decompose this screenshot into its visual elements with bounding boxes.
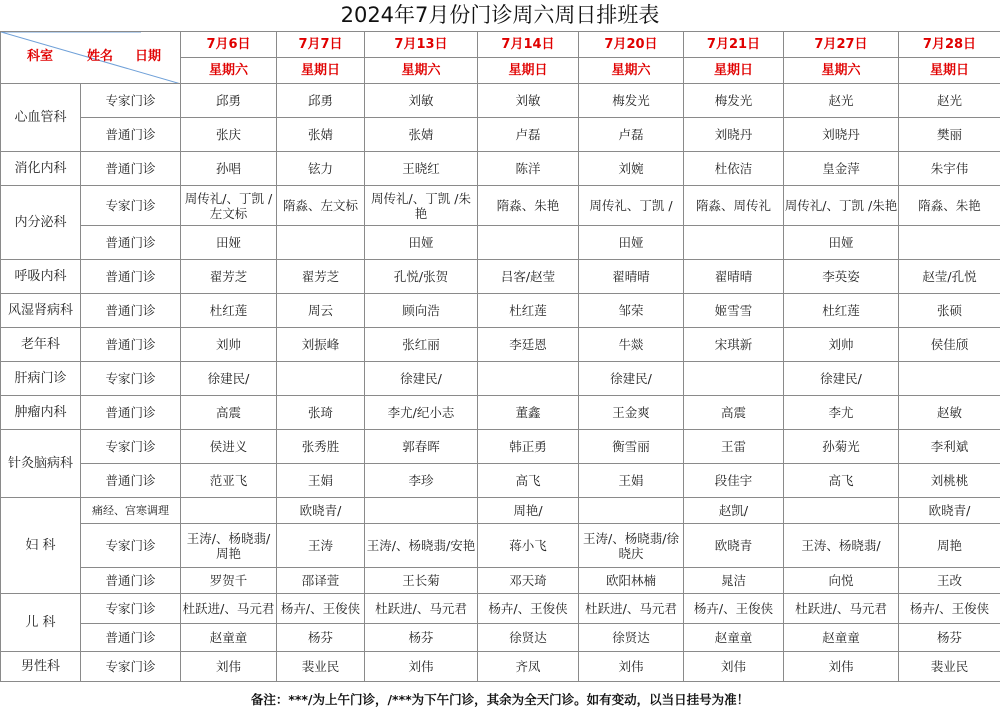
schedule-cell: 侯佳颀 bbox=[899, 328, 1000, 362]
schedule-cell: 王雷 bbox=[684, 430, 784, 464]
schedule-cell bbox=[478, 362, 579, 396]
schedule-cell: 陈洋 bbox=[478, 152, 579, 186]
schedule-cell: 向悦 bbox=[784, 568, 899, 594]
schedule-cell: 赵凯/ bbox=[684, 498, 784, 524]
schedule-cell: 徐建民/ bbox=[365, 362, 478, 396]
schedule-cell: 刘伟 bbox=[684, 652, 784, 682]
header-weekday-2: 星期六 bbox=[365, 58, 478, 84]
schedule-cell: 刘帅 bbox=[784, 328, 899, 362]
schedule-cell: 刘婉 bbox=[579, 152, 684, 186]
schedule-cell bbox=[277, 362, 365, 396]
table-row bbox=[1, 652, 1000, 682]
schedule-cell: 郭春晖 bbox=[365, 430, 478, 464]
schedule-cell: 王涛/、杨晓翡/安艳 bbox=[365, 524, 478, 568]
dept-cell: 老年科 bbox=[1, 328, 81, 362]
schedule-cell: 李尤 bbox=[784, 396, 899, 430]
schedule-cell: 隋淼、朱艳 bbox=[478, 186, 579, 226]
schedule-cell: 刘敏 bbox=[478, 84, 579, 118]
schedule-cell: 姬雪雪 bbox=[684, 294, 784, 328]
corner-date-label: 日期 bbox=[135, 49, 162, 64]
header-weekday-6: 星期六 bbox=[784, 58, 899, 84]
clinic-type-cell: 专家门诊 bbox=[81, 362, 181, 396]
schedule-cell: 王改 bbox=[899, 568, 1000, 594]
schedule-cell: 孔悦/张贺 bbox=[365, 260, 478, 294]
schedule-cell: 王长菊 bbox=[365, 568, 478, 594]
header-date-row bbox=[1, 32, 1000, 58]
dept-cell: 男性科 bbox=[1, 652, 81, 682]
header-date-1: 7月7日 bbox=[277, 32, 365, 58]
clinic-type-cell: 普通门诊 bbox=[81, 152, 181, 186]
schedule-cell: 裴业民 bbox=[277, 652, 365, 682]
schedule-cell: 邵译萱 bbox=[277, 568, 365, 594]
table-corner bbox=[1, 32, 181, 84]
schedule-cell: 樊丽 bbox=[899, 118, 1000, 152]
schedule-cell: 杨芬 bbox=[365, 624, 478, 652]
schedule-cell: 隋淼、周传礼 bbox=[684, 186, 784, 226]
schedule-cell: 赵光 bbox=[899, 84, 1000, 118]
schedule-cell: 刘敏 bbox=[365, 84, 478, 118]
table-row bbox=[1, 498, 1000, 524]
dept-cell: 呼吸内科 bbox=[1, 260, 81, 294]
corner-dept-label: 科室 bbox=[27, 49, 54, 64]
schedule-cell: 李尤/纪小志 bbox=[365, 396, 478, 430]
schedule-cell: 董鑫 bbox=[478, 396, 579, 430]
schedule-cell: 杨芬 bbox=[277, 624, 365, 652]
schedule-cell: 高震 bbox=[684, 396, 784, 430]
schedule-cell: 李廷恩 bbox=[478, 328, 579, 362]
clinic-type-cell: 专家门诊 bbox=[81, 84, 181, 118]
schedule-cell: 徐贤达 bbox=[579, 624, 684, 652]
schedule-cell: 李利斌 bbox=[899, 430, 1000, 464]
schedule-cell: 朱宇伟 bbox=[899, 152, 1000, 186]
clinic-type-cell: 普通门诊 bbox=[81, 226, 181, 260]
schedule-cell: 周云 bbox=[277, 294, 365, 328]
schedule-cell: 王娟 bbox=[579, 464, 684, 498]
schedule-cell: 张婧 bbox=[365, 118, 478, 152]
header-weekday-1: 星期日 bbox=[277, 58, 365, 84]
dept-cell: 儿 科 bbox=[1, 594, 81, 652]
header-weekday-7: 星期日 bbox=[899, 58, 1000, 84]
schedule-cell: 邱勇 bbox=[181, 84, 277, 118]
schedule-cell: 翟晴晴 bbox=[684, 260, 784, 294]
clinic-type-cell: 专家门诊 bbox=[81, 594, 181, 624]
schedule-cell: 张红丽 bbox=[365, 328, 478, 362]
schedule-cell: 杨卉/、王俊侠 bbox=[478, 594, 579, 624]
schedule-cell: 范亚飞 bbox=[181, 464, 277, 498]
schedule-cell: 韩正勇 bbox=[478, 430, 579, 464]
schedule-cell: 杨卉/、王俊侠 bbox=[684, 594, 784, 624]
schedule-cell: 孙唱 bbox=[181, 152, 277, 186]
schedule-cell: 梅发光 bbox=[684, 84, 784, 118]
schedule-cell bbox=[478, 226, 579, 260]
dept-cell: 肿瘤内科 bbox=[1, 396, 81, 430]
schedule-cell: 张秀胜 bbox=[277, 430, 365, 464]
schedule-cell: 刘伟 bbox=[181, 652, 277, 682]
clinic-type-cell: 专家门诊 bbox=[81, 652, 181, 682]
schedule-cell: 徐贤达 bbox=[478, 624, 579, 652]
schedule-cell: 杜跃进/、马元君 bbox=[181, 594, 277, 624]
schedule-cell: 王金爽 bbox=[579, 396, 684, 430]
header-weekday-0: 星期六 bbox=[181, 58, 277, 84]
schedule-cell: 裴业民 bbox=[899, 652, 1000, 682]
schedule-cell: 罗贺千 bbox=[181, 568, 277, 594]
clinic-type-cell: 专家门诊 bbox=[81, 524, 181, 568]
schedule-cell: 杜跃进/、马元君 bbox=[365, 594, 478, 624]
header-date-3: 7月14日 bbox=[478, 32, 579, 58]
schedule-cell: 刘帅 bbox=[181, 328, 277, 362]
table-row bbox=[1, 624, 1000, 652]
header-date-4: 7月20日 bbox=[579, 32, 684, 58]
dept-cell: 妇 科 bbox=[1, 498, 81, 594]
schedule-cell: 周艳 bbox=[899, 524, 1000, 568]
clinic-type-cell: 普通门诊 bbox=[81, 464, 181, 498]
schedule-cell bbox=[181, 498, 277, 524]
schedule-cell: 张庆 bbox=[181, 118, 277, 152]
schedule-cell: 杜红莲 bbox=[784, 294, 899, 328]
schedule-cell: 周传礼/、丁凯 /朱艳 bbox=[784, 186, 899, 226]
schedule-cell: 杨芬 bbox=[899, 624, 1000, 652]
header-date-6: 7月27日 bbox=[784, 32, 899, 58]
schedule-cell: 周传礼、丁凯 / bbox=[579, 186, 684, 226]
header-date-7: 7月28日 bbox=[899, 32, 1000, 58]
schedule-cell: 邓天琦 bbox=[478, 568, 579, 594]
header-date-0: 7月6日 bbox=[181, 32, 277, 58]
schedule-cell: 赵敏 bbox=[899, 396, 1000, 430]
schedule-body bbox=[1, 32, 1000, 682]
schedule-cell: 周传礼/、丁凯 /朱艳 bbox=[365, 186, 478, 226]
schedule-cell: 杜依洁 bbox=[684, 152, 784, 186]
schedule-cell: 刘伟 bbox=[365, 652, 478, 682]
schedule-cell: 周传礼/、丁凯 /左文标 bbox=[181, 186, 277, 226]
schedule-cell: 田娅 bbox=[579, 226, 684, 260]
table-row bbox=[1, 294, 1000, 328]
clinic-type-cell: 普通门诊 bbox=[81, 568, 181, 594]
schedule-cell: 高飞 bbox=[784, 464, 899, 498]
corner-name-label: 姓名 bbox=[87, 49, 114, 64]
schedule-cell: 周艳/ bbox=[478, 498, 579, 524]
schedule-cell: 杜跃进/、马元君 bbox=[579, 594, 684, 624]
schedule-cell bbox=[899, 362, 1000, 396]
schedule-cell: 邱勇 bbox=[277, 84, 365, 118]
schedule-cell: 欧晓青 bbox=[684, 524, 784, 568]
header-weekday-3: 星期日 bbox=[478, 58, 579, 84]
table-row bbox=[1, 260, 1000, 294]
schedule-cell: 徐建民/ bbox=[579, 362, 684, 396]
schedule-cell: 杜跃进/、马元君 bbox=[784, 594, 899, 624]
schedule-cell bbox=[784, 498, 899, 524]
schedule-cell: 张婧 bbox=[277, 118, 365, 152]
schedule-cell: 杨卉/、王俊侠 bbox=[899, 594, 1000, 624]
schedule-cell: 赵童童 bbox=[784, 624, 899, 652]
schedule-cell: 刘晓丹 bbox=[784, 118, 899, 152]
schedule-cell: 杨卉/、王俊侠 bbox=[277, 594, 365, 624]
schedule-cell: 蒋小飞 bbox=[478, 524, 579, 568]
schedule-cell: 田娅 bbox=[365, 226, 478, 260]
schedule-cell: 孙菊光 bbox=[784, 430, 899, 464]
schedule-cell bbox=[365, 498, 478, 524]
schedule-cell bbox=[684, 362, 784, 396]
schedule-cell: 欧晓青/ bbox=[899, 498, 1000, 524]
schedule-cell: 刘振峰 bbox=[277, 328, 365, 362]
schedule-cell bbox=[899, 226, 1000, 260]
schedule-cell: 衡雪丽 bbox=[579, 430, 684, 464]
dept-cell: 消化内科 bbox=[1, 152, 81, 186]
schedule-cell bbox=[579, 498, 684, 524]
schedule-cell: 牛燚 bbox=[579, 328, 684, 362]
schedule-cell: 欧晓青/ bbox=[277, 498, 365, 524]
schedule-cell: 欧阳林楠 bbox=[579, 568, 684, 594]
schedule-sheet bbox=[0, 31, 1000, 682]
schedule-cell: 卢磊 bbox=[478, 118, 579, 152]
table-row bbox=[1, 84, 1000, 118]
schedule-cell: 高震 bbox=[181, 396, 277, 430]
schedule-cell: 刘晓丹 bbox=[684, 118, 784, 152]
schedule-cell: 翟晴晴 bbox=[579, 260, 684, 294]
schedule-cell: 王涛/、杨晓翡/徐晓庆 bbox=[579, 524, 684, 568]
table-row bbox=[1, 568, 1000, 594]
schedule-cell: 高飞 bbox=[478, 464, 579, 498]
clinic-type-cell: 普通门诊 bbox=[81, 328, 181, 362]
schedule-cell: 张硕 bbox=[899, 294, 1000, 328]
schedule-cell: 梅发光 bbox=[579, 84, 684, 118]
schedule-cell: 卢磊 bbox=[579, 118, 684, 152]
schedule-cell: 王晓红 bbox=[365, 152, 478, 186]
table-row bbox=[1, 524, 1000, 568]
header-weekday-4: 星期六 bbox=[579, 58, 684, 84]
table-row bbox=[1, 362, 1000, 396]
table-row bbox=[1, 328, 1000, 362]
dept-cell: 风湿肾病科 bbox=[1, 294, 81, 328]
schedule-cell: 赵童童 bbox=[684, 624, 784, 652]
schedule-cell: 张琦 bbox=[277, 396, 365, 430]
footer-note: 备注：***/为上午门诊，/***为下午门诊，其余为全天门诊。如有变动，以当日挂号为准！ bbox=[250, 692, 750, 707]
schedule-cell: 宋琪新 bbox=[684, 328, 784, 362]
schedule-cell: 隋淼、左文标 bbox=[277, 186, 365, 226]
dept-cell: 内分泌科 bbox=[1, 186, 81, 260]
table-row bbox=[1, 118, 1000, 152]
table-row bbox=[1, 226, 1000, 260]
clinic-type-cell: 普通门诊 bbox=[81, 396, 181, 430]
schedule-cell: 赵童童 bbox=[181, 624, 277, 652]
schedule-cell: 侯进义 bbox=[181, 430, 277, 464]
schedule-cell: 田娅 bbox=[181, 226, 277, 260]
schedule-cell: 李珍 bbox=[365, 464, 478, 498]
schedule-cell: 铉力 bbox=[277, 152, 365, 186]
schedule-cell: 田娅 bbox=[784, 226, 899, 260]
clinic-type-cell: 痛经、宫寒调理 bbox=[81, 498, 181, 524]
header-date-5: 7月21日 bbox=[684, 32, 784, 58]
schedule-cell: 赵光 bbox=[784, 84, 899, 118]
schedule-table bbox=[0, 31, 1000, 682]
schedule-cell: 齐凤 bbox=[478, 652, 579, 682]
table-row bbox=[1, 464, 1000, 498]
clinic-type-cell: 普通门诊 bbox=[81, 260, 181, 294]
dept-cell: 心血管科 bbox=[1, 84, 81, 152]
schedule-cell: 徐建民/ bbox=[784, 362, 899, 396]
schedule-cell: 刘桃桃 bbox=[899, 464, 1000, 498]
schedule-cell: 杜红莲 bbox=[181, 294, 277, 328]
schedule-cell: 王娟 bbox=[277, 464, 365, 498]
header-date-2: 7月13日 bbox=[365, 32, 478, 58]
schedule-cell: 翟芳芝 bbox=[277, 260, 365, 294]
schedule-cell: 邹荣 bbox=[579, 294, 684, 328]
schedule-cell: 赵莹/孔悦 bbox=[899, 260, 1000, 294]
clinic-type-cell: 普通门诊 bbox=[81, 624, 181, 652]
schedule-cell: 吕客/赵莹 bbox=[478, 260, 579, 294]
table-row bbox=[1, 152, 1000, 186]
schedule-cell: 王涛 bbox=[277, 524, 365, 568]
schedule-cell: 翟芳芝 bbox=[181, 260, 277, 294]
table-row bbox=[1, 186, 1000, 226]
schedule-cell: 隋淼、朱艳 bbox=[899, 186, 1000, 226]
dept-cell: 肝病门诊 bbox=[1, 362, 81, 396]
clinic-type-cell: 普通门诊 bbox=[81, 118, 181, 152]
schedule-cell bbox=[684, 226, 784, 260]
schedule-cell: 顾向浩 bbox=[365, 294, 478, 328]
schedule-cell bbox=[277, 226, 365, 260]
schedule-cell: 刘伟 bbox=[784, 652, 899, 682]
dept-cell: 针灸脑病科 bbox=[1, 430, 81, 498]
schedule-cell: 段佳宇 bbox=[684, 464, 784, 498]
page-title: 2024年7月份门诊周六周日排班表 bbox=[340, 3, 660, 27]
schedule-cell: 刘伟 bbox=[579, 652, 684, 682]
clinic-type-cell: 专家门诊 bbox=[81, 430, 181, 464]
table-row bbox=[1, 430, 1000, 464]
table-row bbox=[1, 594, 1000, 624]
schedule-cell: 晁洁 bbox=[684, 568, 784, 594]
schedule-cell: 徐建民/ bbox=[181, 362, 277, 396]
schedule-cell: 杜红莲 bbox=[478, 294, 579, 328]
header-weekday-5: 星期日 bbox=[684, 58, 784, 84]
table-row bbox=[1, 396, 1000, 430]
clinic-type-cell: 普通门诊 bbox=[81, 294, 181, 328]
schedule-cell: 王涛、杨晓翡/ bbox=[784, 524, 899, 568]
clinic-type-cell: 专家门诊 bbox=[81, 186, 181, 226]
schedule-cell: 王涛/、杨晓翡/周艳 bbox=[181, 524, 277, 568]
schedule-cell: 皇金萍 bbox=[784, 152, 899, 186]
schedule-cell: 李英姿 bbox=[784, 260, 899, 294]
